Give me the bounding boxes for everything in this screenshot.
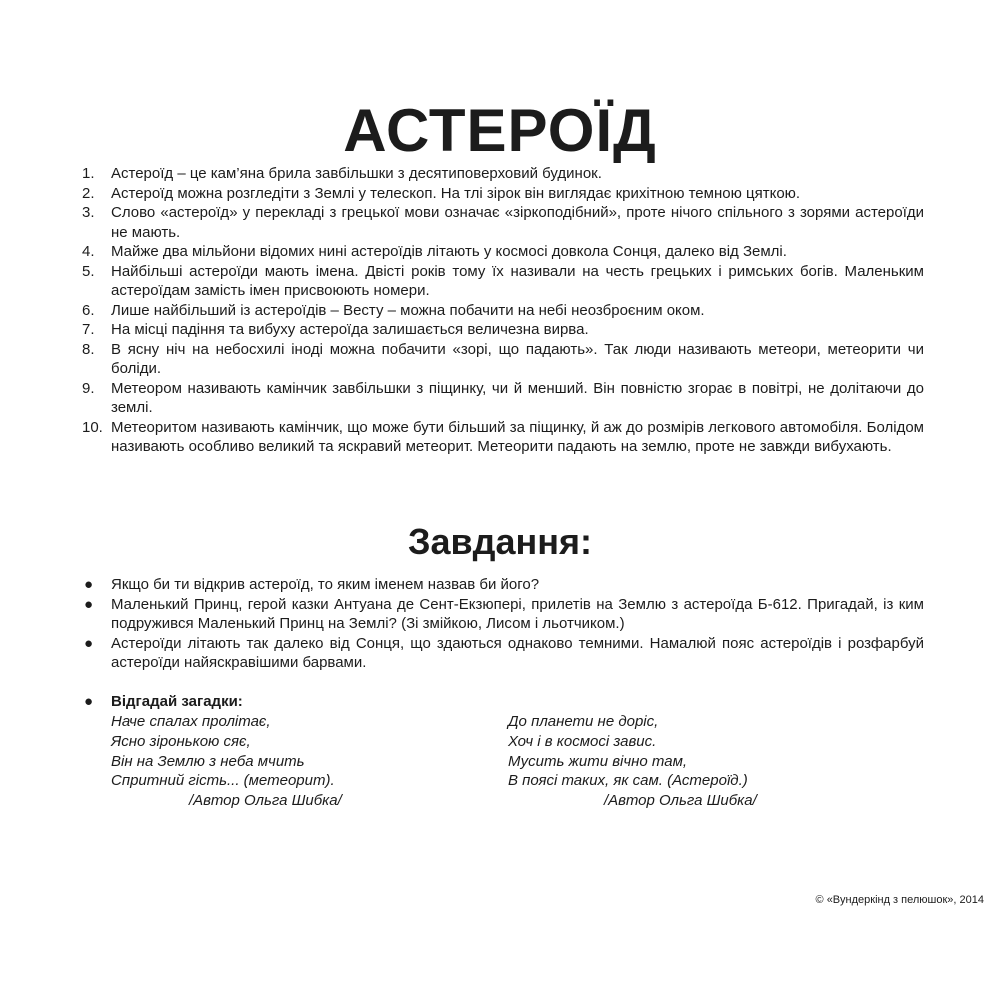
bullet-icon: ●: [84, 693, 94, 710]
bullet-icon: ●: [84, 576, 94, 593]
item-number: 6.: [82, 301, 95, 319]
riddles-heading-text: Відгадай загадки:: [111, 693, 243, 710]
list-item: [82, 242, 924, 262]
list-item: [82, 340, 924, 379]
item-text: В ясну ніч на небосхилі іноді можна побачити «зорі, що падають». Так люди називають метеори, метеорити чи боліди.: [111, 340, 924, 377]
riddle-line: Він на Землю з неба мчить: [111, 752, 305, 770]
tasks-title: Завдання:: [407, 521, 593, 562]
item-text: На місці падіння та вибуху астероїда залишається величезна вирва.: [111, 321, 589, 338]
copyright: © «Вундеркінд з пелюшок», 2014: [815, 894, 984, 906]
item-text: Астероїд можна розгледіти з Землі у телескоп. На тлі зірок він виглядає крихітною темною цяткою.: [111, 184, 801, 202]
riddle-author: /Автор Ольга Шибка/: [604, 792, 757, 810]
riddle-author: /Автор Ольга Шибка/: [189, 792, 342, 810]
page-title: АСТЕРОЇД: [343, 97, 657, 164]
task-text: Маленький Принц, герой казки Антуана де Сент-Екзюпері, прилетів на Землю з астероїда Б-612. Пригадай, із ким подружився Маленький Принц на Землі? (Зі змійкою, Лисом і льотчиком.): [111, 595, 924, 632]
task-item: [82, 595, 924, 634]
task-item: [82, 575, 924, 595]
list-item: [82, 418, 924, 457]
riddle-line: Ясно зіронькою сяє,: [111, 732, 251, 750]
item-number: 7.: [82, 321, 95, 338]
item-text: Астероїд – це кам’яна брила завбільшки з десятиповерховий будинок.: [111, 165, 602, 182]
riddle-line: В поясі таких, як сам. (Астероїд.): [508, 772, 748, 790]
bullet-icon: ●: [84, 595, 94, 613]
list-item: [82, 320, 924, 340]
riddles-section: [82, 692, 924, 810]
riddle-right: [508, 712, 757, 811]
item-number: 8.: [82, 340, 95, 358]
list-item: [82, 203, 924, 242]
item-number: 3.: [82, 204, 95, 221]
list-item: [82, 379, 924, 418]
facts-list: [82, 164, 924, 457]
tasks-list: [82, 575, 924, 673]
task-item: [82, 634, 924, 673]
item-text: Майже два мільйони відомих нині астероїдів літають у космосі довкола Сонця, далеко від Землі.: [111, 243, 787, 260]
item-number: 4.: [82, 243, 95, 260]
riddle-line: Наче спалах пролітає,: [111, 713, 271, 730]
list-item: [82, 164, 924, 184]
riddle-line: До планети не доріс,: [508, 713, 659, 730]
list-item: [82, 262, 924, 301]
riddle-left: [111, 712, 342, 811]
task-text: Якщо би ти відкрив астероїд, то яким іменем назвав би його?: [111, 576, 540, 593]
item-number: 5.: [82, 262, 95, 280]
item-text: Метеором називають камінчик завбільшки з піщинку, чи й менший. Він повністю згорає в повітрі, не долітаючи до землі.: [111, 379, 924, 416]
riddle-line: Мусить жити вічно там,: [508, 752, 688, 770]
item-number: 9.: [82, 379, 95, 397]
bullet-icon: ●: [84, 634, 94, 652]
item-text: Метеоритом називають камінчик, що може бути більший за піщинку, й аж до розмірів легкового автомобіля. Болідом називають особливо великий та яскравий метеорит. Метеорити падають на землю, проте не завжди вибухають.: [111, 418, 924, 455]
riddles-heading: [82, 692, 924, 712]
item-text: Лише найбільший із астероїдів – Весту – можна побачити на небі неозброєним оком.: [111, 301, 705, 319]
item-number: 10.: [82, 418, 103, 436]
item-text: Найбільші астероїди мають імена. Двісті років тому їх називали на честь грецьких і римських богів. Маленьким астероїдам замість імен присвоюють номери.: [111, 262, 924, 299]
list-item: [82, 184, 924, 204]
item-number: 1.: [82, 165, 95, 182]
list-item: [82, 301, 924, 321]
task-text: Астероїди літають так далеко від Сонця, що здаються однаково темними. Намалюй пояс астероїдів і розфарбуй астероїди найяскравішими барвами.: [111, 634, 924, 671]
riddle-line: Спритний гість... (метеорит).: [111, 772, 335, 790]
item-number: 2.: [82, 184, 95, 202]
item-text: Слово «астероїд» у перекладі з грецької мови означає «зіркоподібний», проте нічого спільного з зорями астероїди не мають.: [111, 204, 924, 241]
riddle-line: Хоч і в космосі завис.: [508, 732, 657, 750]
